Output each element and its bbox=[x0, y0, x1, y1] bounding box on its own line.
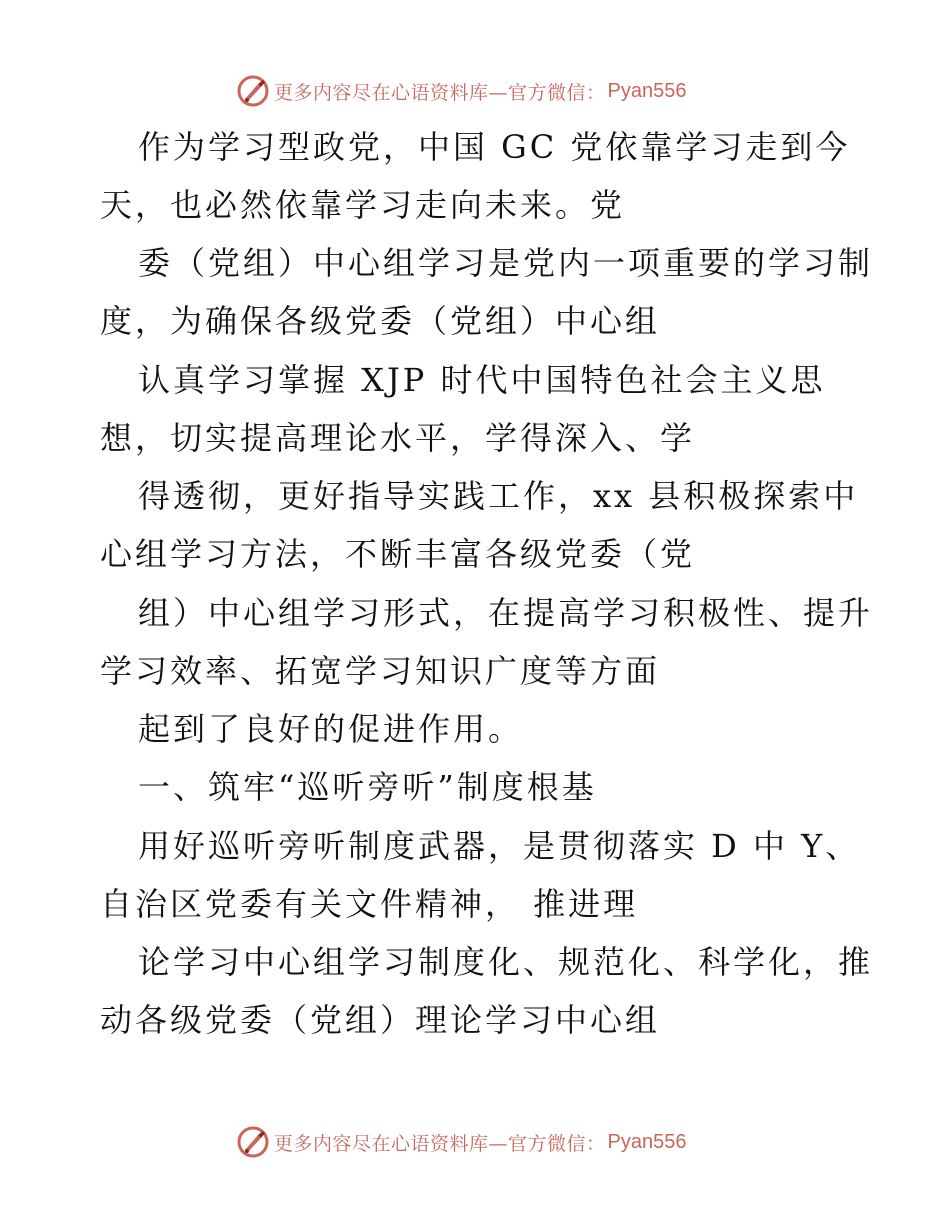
watermark-text: 更多内容尽在心语资料库—官方微信： bbox=[274, 1132, 606, 1155]
section-heading: 一、筑牢“巡听旁听”制度根基 bbox=[138, 768, 597, 806]
body-line: 论学习中心组学习制度化、规范化、科学化，推 bbox=[138, 943, 874, 981]
body-line: 起到了良好的促进作用。 bbox=[138, 710, 524, 748]
watermark-text: 更多内容尽在心语资料库—官方微信： bbox=[274, 81, 606, 104]
body-line: 度，为确保各级党委（党组）中心组 bbox=[100, 302, 661, 340]
watermark-wechat-id: Pyan556 bbox=[607, 1130, 687, 1153]
body-line: 天，也必然依靠学习走向未来。党 bbox=[100, 186, 626, 224]
body-line: 学习效率、拓宽学习知识广度等方面 bbox=[100, 652, 661, 690]
watermark-wechat-id: Pyan556 bbox=[607, 79, 687, 102]
body-line: 想，切实提高理论水平，学得深入、学 bbox=[100, 419, 696, 457]
body-line: 认真学习掌握 XJP 时代中国特色社会主义思 bbox=[138, 361, 826, 399]
body-line: 作为学习型政党，中国 GC 党依靠学习走到今 bbox=[138, 128, 851, 166]
body-line: 用好巡听旁听制度武器，是贯彻落实 D 中 Y、 bbox=[138, 827, 861, 865]
body-line: 心组学习方法，不断丰富各级党委（党 bbox=[100, 535, 696, 573]
body-line: 自治区党委有关文件精神， 推进理 bbox=[100, 885, 639, 923]
body-line: 得透彻，更好指导实践工作，xx 县积极探索中 bbox=[138, 477, 859, 515]
body-line: 动各级党委（党组）理论学习中心组 bbox=[100, 1001, 661, 1039]
pen-circle-logo-icon bbox=[236, 1125, 270, 1159]
footer-watermark bbox=[236, 1122, 756, 1162]
pen-circle-logo-icon bbox=[236, 74, 270, 108]
body-line: 组）中心组学习形式，在提高学习积极性、提升 bbox=[138, 594, 874, 632]
header-watermark bbox=[236, 71, 756, 111]
body-line: 委（党组）中心组学习是党内一项重要的学习制 bbox=[138, 244, 874, 282]
